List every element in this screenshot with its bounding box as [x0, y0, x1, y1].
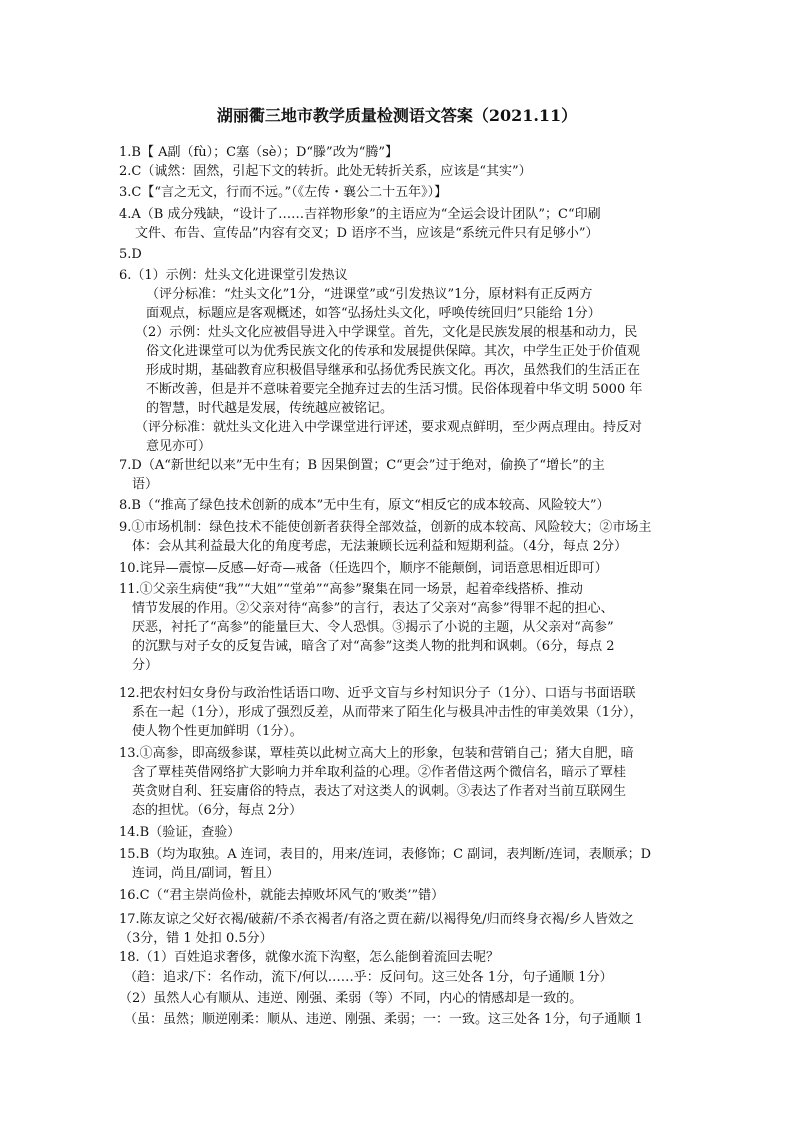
text-line: （趋：追求/下：名作动，流下/何以……乎：反问句。这三处各 1分，句子通顺 1分）	[124, 970, 613, 985]
text-line: （3分，错 1 处扣 0.5分）	[119, 931, 273, 946]
text-line: 3.C【“言之无文，行而不远。”（《左传・襄公二十五年》）】	[119, 185, 448, 200]
text-line: 态的担忧。（6分，每点 2分）	[132, 803, 303, 818]
text-line: （2）示例：灶头文化应被倡导进入中学课堂。首先，文化是民族发展的根基和动力，民	[135, 325, 638, 340]
text-line: 语）	[132, 477, 159, 492]
text-line: 形成时期，基础教育应积极倡导继承和弘扬优秀民族文化。再次，虽然我们的生活正在	[146, 363, 641, 378]
text-line: 4.A（B 成分残缺，“设计了……吉祥物形象”的主语应为“全运会设计团队”；C“印刷	[119, 207, 601, 222]
text-line: 使人物个性更加鲜明（1分）。	[132, 724, 303, 739]
text-line: 不断改善，但是并不意味着要完全抛弃过去的生活习惯。民俗体现着中华文明 5000 年	[146, 382, 643, 397]
text-line: 意见亦可）	[146, 439, 212, 454]
text-line: 俗文化进课堂可以为优秀民族文化的传承和发展提供保障。其次，中学生正处于价值观	[146, 344, 641, 359]
text-line: 连词，尚且/副词，暂且）	[132, 866, 280, 881]
text-line: 系在一起（1分），形成了强烈反差，从而带来了陌生化与极具冲击性的审美效果（1分），	[132, 705, 643, 720]
text-line: 8.B（“推高了绿色技术创新的成本”无中生有，原文“相反它的成本较高、风险较大”）	[119, 498, 610, 513]
text-line: 体：会从其利益最大化的角度考虑，无法兼顾长远利益和短期利益。（4分，每点 2分）	[132, 539, 628, 554]
text-line: 9.①市场机制：绿色技术不能使创新者获得全部效益，创新的成本较高、风险较大；②市场主	[119, 520, 652, 535]
text-line: 厌恶，衬托了“高参”的能量巨大、令人恐惧。③揭示了小说的主题，从父亲对“高参”	[132, 620, 614, 635]
text-line: 12.把农村妇女身份与政治性话语口吻、近乎文盲与乡村知识分子（1分）、口语与书面语联	[119, 686, 636, 701]
text-line: 分）	[132, 658, 159, 673]
text-line: 1.B【 A副（fù）；C塞（sè）；D“滕”改为“腾”】	[119, 145, 398, 160]
text-line: 英贪财自利、狂妄庸俗的特点，表达了对这类人的讽刺。③表达了作者对当前互联网生	[132, 784, 627, 799]
page-title: 湖丽衢三地市教学质量检测语文答案（2021.11）	[216, 106, 578, 125]
text-line: 的沉默与对子女的反复告诫，暗含了对“高参”这类人物的批判和讽刺。（6分，每点 2	[132, 639, 615, 654]
text-line: 10.诧异—震惊—反感—好奇—戒备（任选四个，顺序不能颠倒，词语意思相近即可）	[119, 561, 608, 576]
text-line: 16.C（“君主崇尚俭朴，就能去掉败坏风气的‘败类’”错）	[119, 888, 445, 903]
text-line: 11.①父亲生病使“我”“大姐”“堂弟”“高参”聚集在同一场景，起着牵线搭桥、推动	[119, 582, 583, 597]
text-line: 7.D（A“新世纪以来”无中生有；B 因果倒置；C“更会”过于绝对，偷换了“增长”的主	[119, 458, 605, 473]
text-line: （2）虽然人心有顺从、违逆、刚强、柔弱（等）不同，内心的情感却是一致的。	[119, 991, 583, 1006]
text-line: 的智慧，时代越是发展，传统越应被铭记。	[146, 401, 394, 416]
text-line: 2.C（诚然：固然，引起下文的转折。此处无转折关系，应该是“其实”）	[119, 164, 532, 179]
text-line: 14.B（验证，查验）	[119, 825, 241, 840]
text-line: 情节发展的作用。②父亲对待“高参”的言行，表达了父亲对“高参”得罪不起的担心、	[132, 601, 614, 616]
text-line: 含了覃桂英借网络扩大影响力并牟取利益的心理。②作者借这两个微信名，暗示了覃桂	[132, 765, 627, 780]
text-line: 13.①高参，即高级参谋，覃桂英以此树立高大上的形象，包装和营销自己；猪大自肥，暗	[119, 746, 634, 761]
text-line: （评分标准：“灶头文化”1分，“进课堂”或“引发热议”1分，原材料有正反两方	[146, 287, 593, 302]
text-line: （虽：虽然；顺逆刚柔：顺从、违逆、刚强、柔弱；一：一致。这三处各 1分，句子通顺 1	[124, 1012, 643, 1027]
text-line: 15.B（均为取独。A 连词，表目的，用来/连词，表修饰；C 副词，表判断/连词，表顺承；D	[119, 847, 652, 862]
text-line: 6.（1）示例：灶头文化进课堂引发热议	[119, 268, 348, 283]
text-line: 面观点，标题应是客观概述，如答“弘扬灶头文化，呼唤传统回归”只能给 1分）	[146, 306, 601, 321]
text-line: （评分标准：就灶头文化进入中学课堂进行评述，要求观点鲜明，至少两点理由。持反对	[135, 420, 643, 435]
text-line: 17.陈友谅之父好衣褐/破薪/不杀衣褐者/有洛之贾在薪/以褐得免/归而终身衣褐/乡人皆效之	[119, 912, 634, 927]
text-line: 5.D	[119, 247, 142, 262]
text-line: 18.（1）百姓追求奢侈，就像水流下沟壑，怎么能倒着流回去呢？	[119, 950, 499, 965]
text-line: 文件、布告、宣传品”内容有交叉；D 语序不当，应该是“系统元件只有足够小”）	[135, 226, 599, 241]
